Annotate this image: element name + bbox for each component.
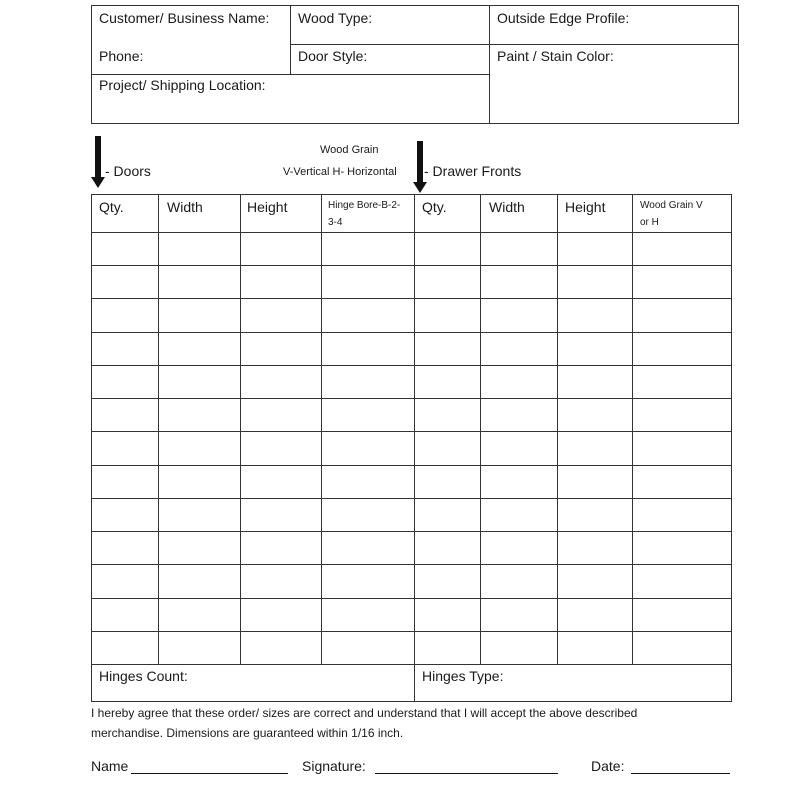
table-column-border <box>321 194 322 664</box>
customer-name-field[interactable]: Customer/ Business Name: <box>99 10 270 26</box>
date-label: Date: <box>591 758 625 774</box>
table-column-border <box>414 194 415 702</box>
hinges-type-field[interactable]: Hinges Type: <box>422 668 504 684</box>
header-divider <box>91 74 489 75</box>
table-row-border <box>91 564 732 565</box>
down-arrow-head-icon <box>91 177 105 188</box>
signature-field[interactable] <box>375 773 558 774</box>
order-table <box>91 194 732 702</box>
drawer-fronts-section-label: - Drawer Fronts <box>424 163 522 179</box>
wood-grain-legend: V-Vertical H- Horizontal <box>283 166 397 178</box>
down-arrow-icon <box>95 136 101 178</box>
table-row-border <box>91 631 732 632</box>
outside-edge-profile-field[interactable]: Outside Edge Profile: <box>497 10 630 26</box>
table-row-border <box>91 332 732 333</box>
wood-grain-header: Wood Grain V or H <box>640 200 703 228</box>
table-row-border <box>91 298 732 299</box>
wood-type-field[interactable]: Wood Type: <box>298 10 373 26</box>
table-column-border <box>557 194 558 664</box>
drawer-height-header: Height <box>565 199 606 215</box>
table-column-border <box>480 194 481 664</box>
table-column-border <box>158 194 159 664</box>
header-row-border <box>91 232 732 233</box>
down-arrow-icon <box>417 141 423 183</box>
date-field[interactable] <box>631 773 730 774</box>
table-row-border <box>91 365 732 366</box>
table-column-border <box>632 194 633 664</box>
doors-height-header: Height <box>247 199 288 215</box>
header-divider <box>290 44 489 45</box>
paint-stain-color-field[interactable]: Paint / Stain Color: <box>497 48 614 64</box>
header-divider <box>489 5 490 124</box>
table-row-border <box>91 431 732 432</box>
table-row-border <box>91 531 732 532</box>
header-divider <box>290 5 291 74</box>
drawer-qty-header: Qty. <box>422 199 447 215</box>
table-column-border <box>240 194 241 664</box>
table-row-border <box>91 265 732 266</box>
signature-label: Signature: <box>302 758 366 774</box>
hinge-bore-header: Hinge Bore-B-2-3-4 <box>328 200 401 228</box>
doors-section-label: - Doors <box>105 163 151 179</box>
hinges-count-field[interactable]: Hinges Count: <box>99 668 188 684</box>
name-label: Name <box>91 758 129 774</box>
table-row-border <box>91 664 732 665</box>
agreement-line-1: I hereby agree that these order/ sizes are correct and understand that I will accept the above described <box>91 706 638 720</box>
project-shipping-location-field[interactable]: Project/ Shipping Location: <box>99 77 266 93</box>
table-row-border <box>91 465 732 466</box>
table-row-border <box>91 498 732 499</box>
table-row-border <box>91 598 732 599</box>
phone-field[interactable]: Phone: <box>99 48 144 64</box>
drawer-width-header: Width <box>489 199 525 215</box>
header-divider <box>489 44 739 45</box>
agreement-line-2: merchandise. Dimensions are guaranteed within 1/16 inch. <box>91 726 404 740</box>
doors-width-header: Width <box>167 199 203 215</box>
wood-grain-title: Wood Grain <box>320 144 379 156</box>
name-field[interactable] <box>131 773 288 774</box>
table-row-border <box>91 398 732 399</box>
door-style-field[interactable]: Door Style: <box>298 48 368 64</box>
doors-qty-header: Qty. <box>99 199 124 215</box>
down-arrow-head-icon <box>413 182 427 193</box>
